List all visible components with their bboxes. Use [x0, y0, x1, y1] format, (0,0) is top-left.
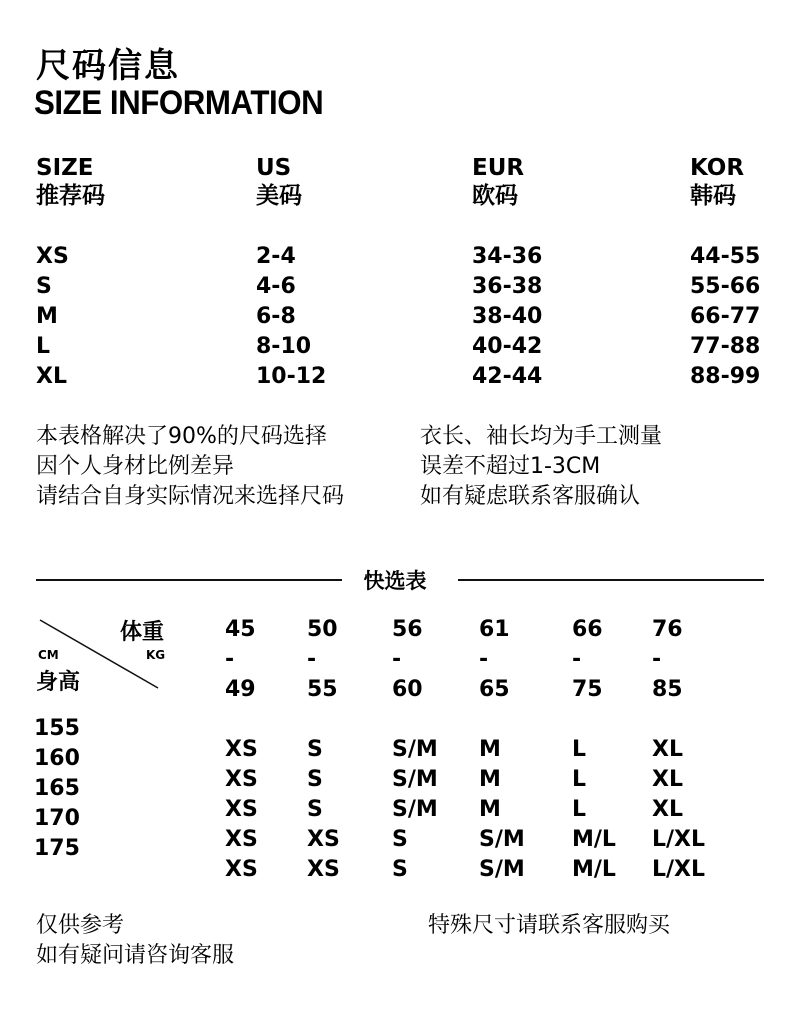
column-header-en: US: [256, 155, 292, 181]
weight-range: [479, 615, 510, 705]
footer-line: 如有疑问请咨询客服: [36, 943, 235, 968]
table-cell: XS: [36, 244, 69, 269]
table-cell: 34-36: [472, 244, 543, 269]
weight-from: 56: [392, 617, 423, 642]
page-title-en: SIZE INFORMATION: [34, 84, 324, 122]
grid-column: [225, 735, 258, 885]
column-header-en: SIZE: [36, 155, 94, 181]
weight-range: [392, 615, 423, 705]
grid-cell: S: [392, 857, 408, 882]
grid-cell: L/XL: [652, 827, 706, 852]
height-value: 165: [34, 776, 80, 801]
grid-cell: XL: [652, 737, 683, 762]
weight-dash: -: [225, 647, 235, 672]
column-header-en: EUR: [472, 155, 525, 181]
weight-label: 体重: [120, 620, 165, 645]
weight-from: 76: [652, 617, 683, 642]
table-cell: L: [36, 334, 51, 359]
divider-right: [458, 579, 764, 581]
kor-column: [690, 242, 760, 392]
notes-left: [36, 422, 344, 512]
column-header-en: KOR: [690, 155, 745, 181]
height-unit: CM: [38, 648, 59, 662]
column-header-cn: 欧码: [472, 183, 518, 209]
grid-cell: XS: [307, 857, 340, 882]
grid-cell: S: [307, 737, 323, 762]
quick-table-title: 快选表: [363, 569, 427, 593]
column-header-cn: 推荐码: [36, 183, 105, 209]
height-column: [34, 714, 80, 864]
column-header-cn: 韩码: [690, 183, 736, 209]
table-cell: XL: [36, 364, 67, 389]
table-cell: 44-55: [690, 244, 761, 269]
weight-dash: -: [652, 647, 662, 672]
grid-cell: XL: [652, 767, 683, 792]
table-cell: S: [36, 274, 52, 299]
height-value: 155: [34, 716, 80, 741]
footer-line: 特殊尺寸请联系客服购买: [428, 913, 671, 938]
grid-cell: M/L: [572, 827, 616, 852]
grid-column: [572, 735, 616, 885]
table-cell: M: [36, 304, 58, 329]
table-cell: 6-8: [256, 304, 296, 329]
weight-to: 75: [572, 677, 603, 702]
grid-cell: L/XL: [652, 857, 706, 882]
weight-range: [307, 615, 338, 705]
size-column-header: [36, 154, 105, 210]
weight-from: 45: [225, 617, 256, 642]
height-value: 170: [34, 806, 80, 831]
grid-cell: M/L: [572, 857, 616, 882]
table-cell: 8-10: [256, 334, 312, 359]
grid-cell: XS: [225, 857, 258, 882]
kor-column-header: [690, 154, 744, 210]
weight-range: [572, 615, 603, 705]
grid-cell: M: [479, 737, 501, 762]
size-column: [36, 242, 69, 392]
weight-dash: -: [572, 647, 582, 672]
weight-unit: KG: [146, 648, 166, 662]
grid-cell: S/M: [392, 767, 438, 792]
page-title-cn: 尺码信息: [36, 46, 180, 86]
table-cell: 36-38: [472, 274, 543, 299]
grid-cell: L: [572, 797, 587, 822]
notes-right: [420, 422, 662, 512]
footer-line: 仅供参考: [36, 913, 125, 938]
note-line: 请结合自身实际情况来选择尺码: [36, 484, 345, 509]
weight-dash: -: [392, 647, 402, 672]
note-line: 如有疑虑联系客服确认: [420, 484, 641, 509]
grid-cell: S/M: [479, 857, 525, 882]
us-column: [256, 242, 326, 392]
weight-range: [652, 615, 683, 705]
grid-cell: L: [572, 737, 587, 762]
grid-cell: S: [307, 767, 323, 792]
weight-dash: -: [479, 647, 489, 672]
footer-left: [36, 911, 234, 971]
table-cell: 38-40: [472, 304, 543, 329]
table-cell: 55-66: [690, 274, 761, 299]
table-cell: 4-6: [256, 274, 296, 299]
grid-cell: XS: [225, 737, 258, 762]
weight-from: 50: [307, 617, 338, 642]
weight-from: 61: [479, 617, 510, 642]
grid-cell: XS: [225, 797, 258, 822]
grid-column: [307, 735, 340, 885]
grid-cell: XS: [307, 827, 340, 852]
table-cell: 2-4: [256, 244, 296, 269]
height-value: 175: [34, 836, 80, 861]
table-cell: 66-77: [690, 304, 761, 329]
grid-cell: XS: [225, 827, 258, 852]
grid-cell: XS: [225, 767, 258, 792]
grid-cell: XL: [652, 797, 683, 822]
weight-to: 65: [479, 677, 510, 702]
grid-cell: S: [307, 797, 323, 822]
weight-to: 60: [392, 677, 423, 702]
weight-range: [225, 615, 256, 705]
note-line: 本表格解决了90%的尺码选择: [36, 424, 327, 449]
footer-right: [428, 911, 670, 941]
weight-from: 66: [572, 617, 603, 642]
grid-column: [652, 735, 705, 885]
table-cell: 10-12: [256, 364, 327, 389]
column-header-cn: 美码: [256, 183, 302, 209]
grid-cell: S/M: [392, 797, 438, 822]
us-column-header: [256, 154, 302, 210]
note-line: 因个人身材比例差异: [36, 454, 235, 479]
table-cell: 77-88: [690, 334, 761, 359]
grid-column: [479, 735, 525, 885]
grid-cell: M: [479, 797, 501, 822]
grid-cell: S: [392, 827, 408, 852]
grid-cell: S/M: [479, 827, 525, 852]
note-line: 衣长、袖长均为手工测量: [420, 424, 663, 449]
eur-column-header: [472, 154, 524, 210]
weight-to: 49: [225, 677, 256, 702]
table-cell: 42-44: [472, 364, 543, 389]
table-cell: 88-99: [690, 364, 761, 389]
height-value: 160: [34, 746, 80, 771]
grid-cell: L: [572, 767, 587, 792]
height-label: 身高: [36, 670, 81, 695]
grid-column: [392, 735, 438, 885]
weight-to: 55: [307, 677, 338, 702]
table-cell: 40-42: [472, 334, 543, 359]
weight-to: 85: [652, 677, 683, 702]
note-line: 误差不超过1-3CM: [420, 454, 601, 479]
grid-cell: M: [479, 767, 501, 792]
grid-cell: S/M: [392, 737, 438, 762]
weight-dash: -: [307, 647, 317, 672]
eur-column: [472, 242, 542, 392]
